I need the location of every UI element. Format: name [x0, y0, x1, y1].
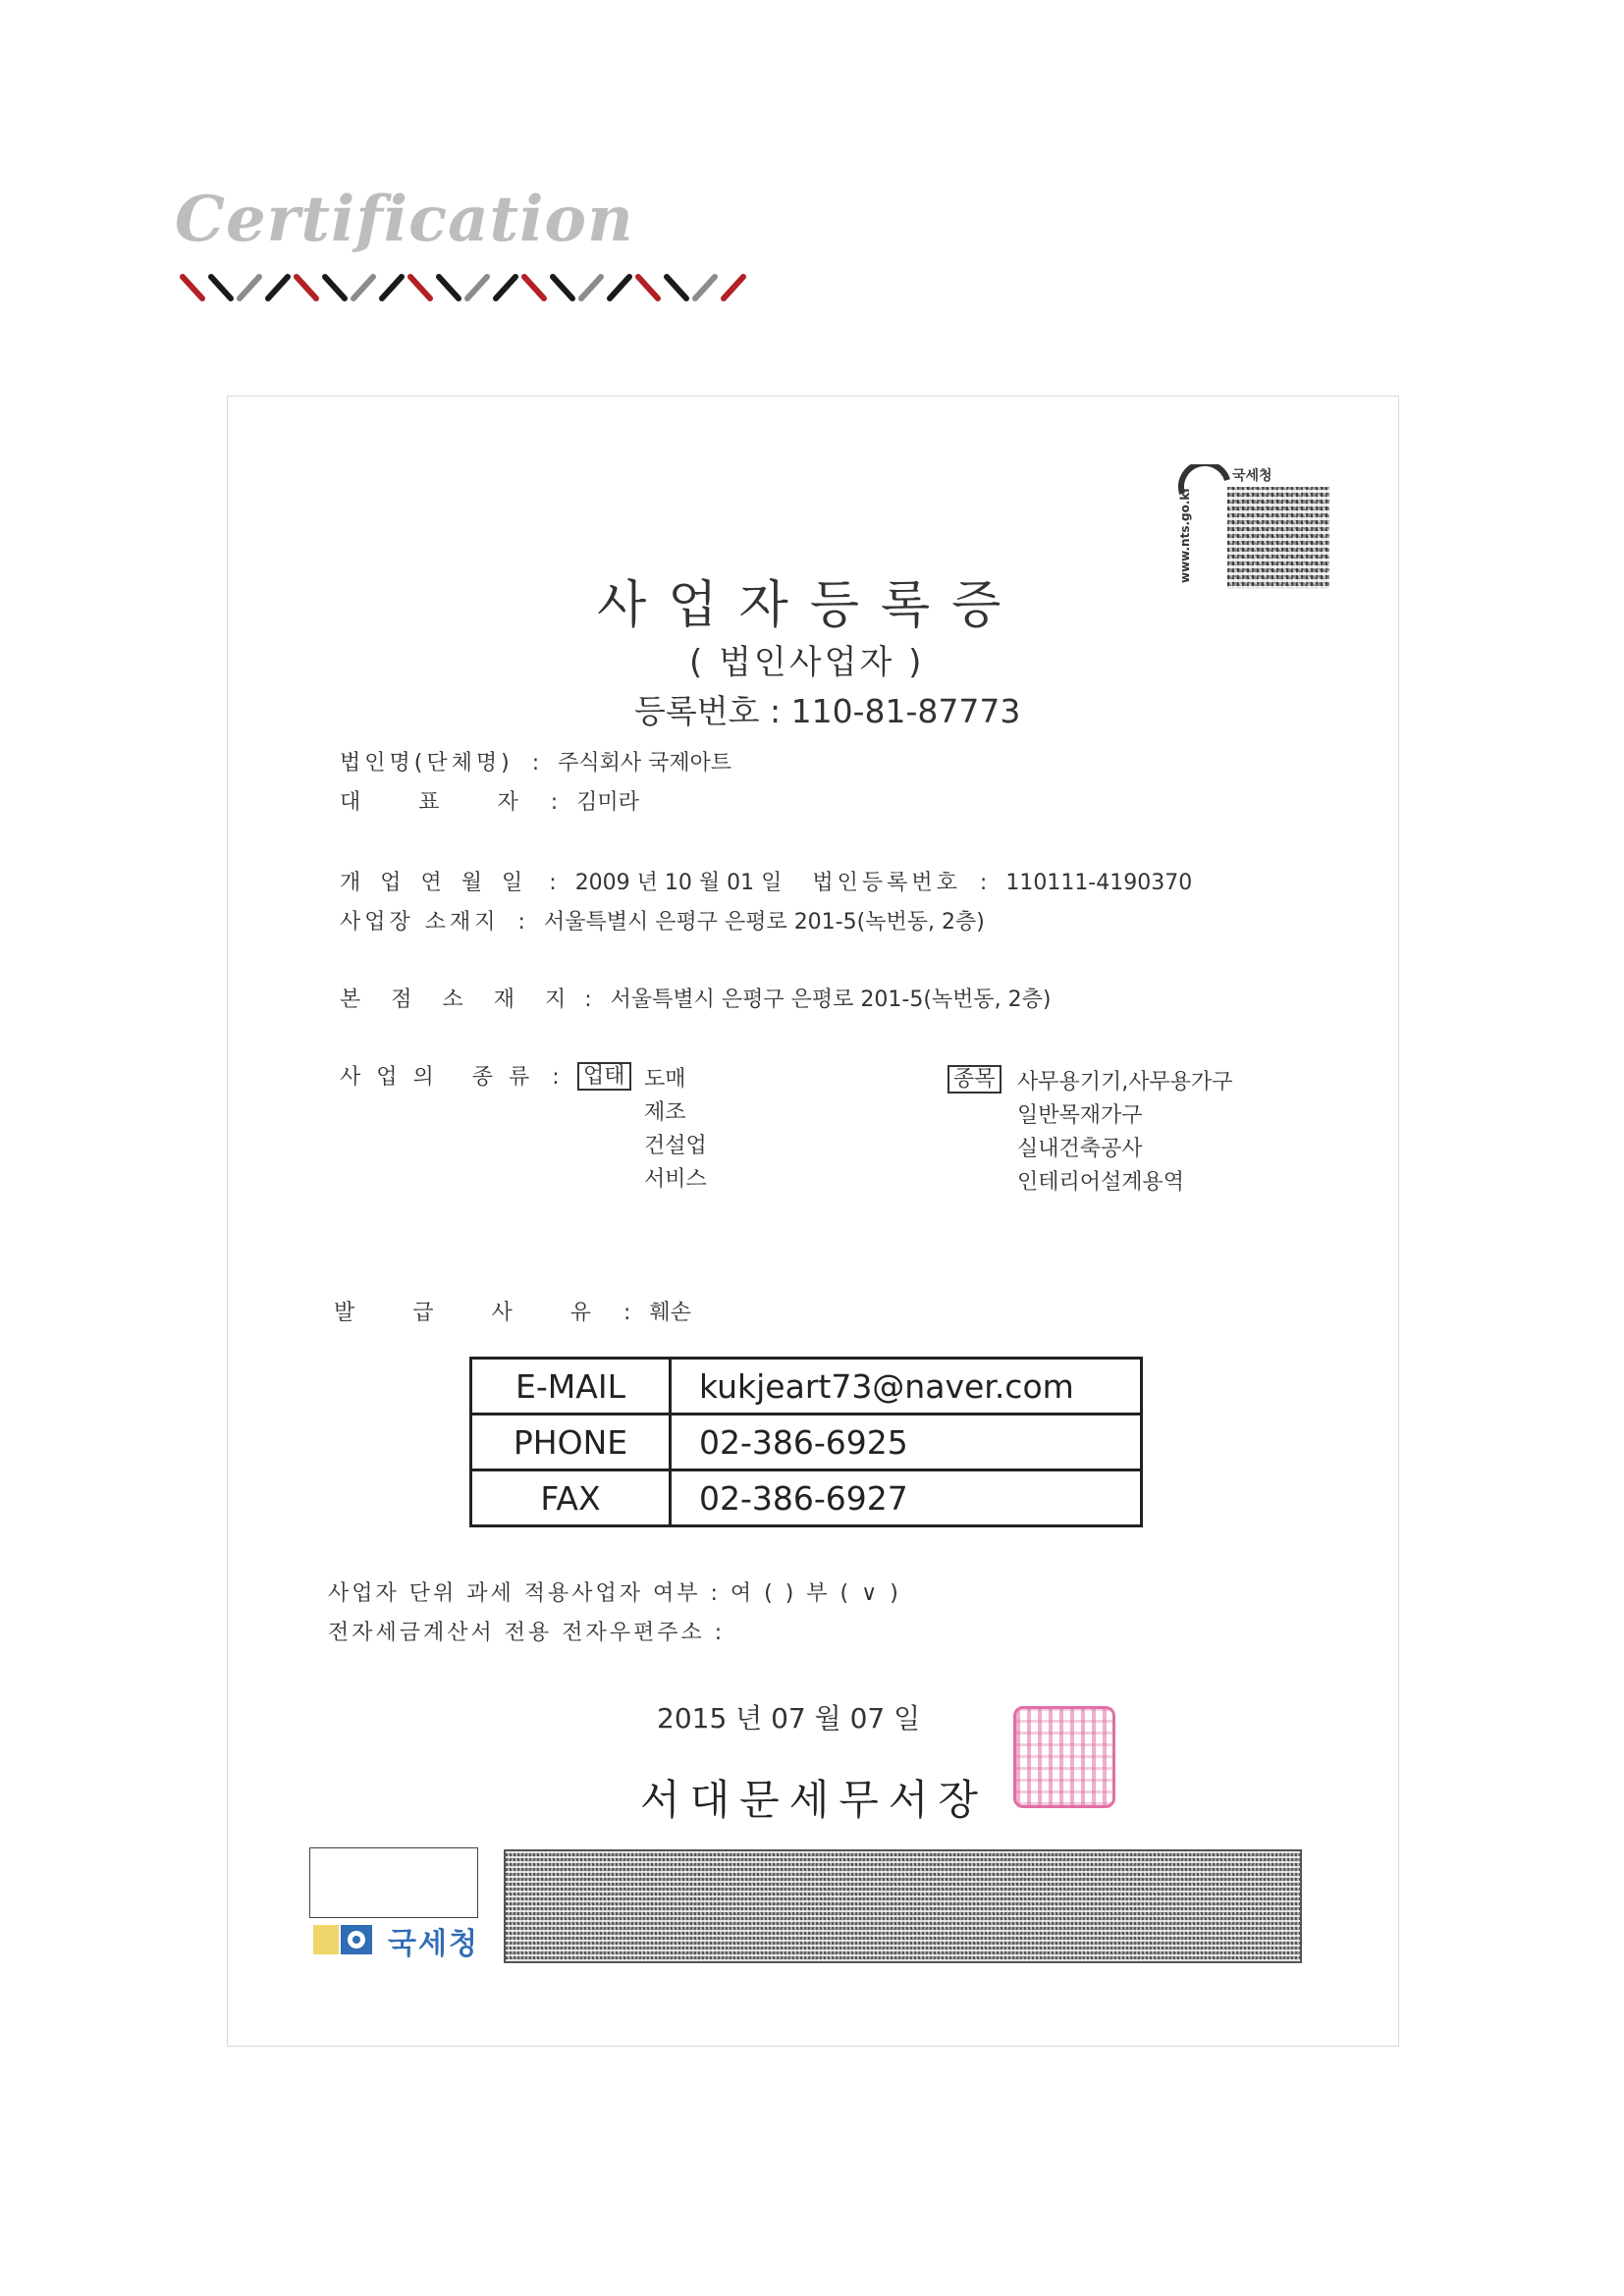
issue-date: 2015 년 07 월 07 일 — [657, 1702, 921, 1735]
ribbon-mark — [610, 277, 629, 298]
corp-name-row: 법인명(단체명) : 주식회사 국제아트 — [340, 751, 732, 775]
business-category-item: 제조 — [644, 1100, 686, 1125]
nts-brand: 국세청 — [388, 1927, 479, 1961]
certificate-subtitle: ( 법인사업자 ) — [689, 643, 925, 682]
business-address-label: 사업장 소재지 — [340, 910, 500, 934]
corp-reg-no-label: 법인등록번호 — [812, 871, 961, 895]
business-item: 일반목재가구 — [1017, 1103, 1143, 1128]
business-item: 사무용기기,사무용가구 — [1017, 1070, 1233, 1095]
ribbon-mark — [382, 277, 402, 298]
contact-value: kukjeart73@naver.com — [671, 1359, 1142, 1415]
business-item: 인테리어설계용역 — [1017, 1170, 1185, 1195]
head-office-value: 서울특별시 은평구 은평로 201-5(녹번동, 2층) — [610, 988, 1052, 1012]
business-category-item: 도매 — [644, 1067, 686, 1092]
head-office-label: 본 점 소 재 지 — [340, 988, 578, 1012]
unit-tax-line: 사업자 단위 과세 적용사업자 여부 : 여 ( ) 부 ( ∨ ) — [328, 1581, 901, 1606]
ribbon-mark — [410, 277, 430, 298]
contact-key: PHONE — [471, 1415, 671, 1470]
ribbon-mark — [467, 277, 487, 298]
business-type-row: 사업의 종류 : — [340, 1065, 560, 1090]
ribbon-mark — [638, 277, 658, 298]
ribbon-mark — [240, 277, 259, 298]
ribbon-mark — [553, 277, 572, 298]
business-category-item: 건설업 — [644, 1134, 707, 1158]
issue-reason-value: 훼손 — [649, 1301, 691, 1325]
opening-date-value: 2009 년 10 월 01 일 — [574, 871, 783, 895]
business-category-tag: 업태 — [577, 1059, 631, 1090]
ribbon-mark — [211, 277, 231, 298]
representative-value: 김미라 — [576, 790, 639, 815]
opening-date-row: 개업연월일 : 2009 년 10 월 01 일 법인등록번호 : 110111-4190370 — [340, 871, 1193, 895]
ribbon-mark — [325, 277, 345, 298]
ribbon-mark — [581, 277, 601, 298]
ribbon-mark — [667, 277, 686, 298]
qr-url: www.nts.go.kr — [1178, 486, 1192, 583]
representative-row: 대 표 자 : 김미라 — [340, 790, 639, 815]
table-row — [471, 1470, 1142, 1526]
corp-name-label: 법인명(단체명) — [340, 751, 514, 775]
business-item: 실내건축공사 — [1017, 1137, 1143, 1161]
ribbon-mark — [524, 277, 544, 298]
stamp-box — [309, 1847, 478, 1918]
tax-office-name: 서대문세무서장 — [640, 1776, 989, 1824]
business-address-value: 서울특별시 은평구 은평로 201-5(녹번동, 2층) — [543, 910, 985, 934]
ribbon-mark — [353, 277, 373, 298]
ribbon-mark — [439, 277, 459, 298]
contact-value: 02-386-6925 — [671, 1415, 1142, 1470]
contact-table — [469, 1357, 1143, 1527]
business-category-item: 서비스 — [644, 1167, 707, 1192]
business-item-tag: 종목 — [947, 1062, 1001, 1093]
issue-reason-label: 발 급 사 유 — [334, 1301, 617, 1325]
certificate-title: 사업자등록증 — [597, 576, 1023, 635]
registration-number: 등록번호 : 110-81-87773 — [634, 692, 1021, 730]
corp-reg-no-value: 110111-4190370 — [1005, 871, 1193, 895]
table-row — [471, 1415, 1142, 1470]
ribbon-mark — [183, 277, 202, 298]
contact-value: 02-386-6927 — [671, 1470, 1142, 1526]
security-barcode — [504, 1849, 1302, 1963]
table-row — [471, 1359, 1142, 1415]
ribbon-mark — [724, 277, 743, 298]
business-address-row: 사업장 소재지 : 서울특별시 은평구 은평로 201-5(녹번동, 2층) — [340, 910, 985, 934]
corp-name-value: 주식회사 국제아트 — [558, 751, 732, 775]
nts-logo-icon — [313, 1921, 374, 1958]
head-office-row: 본 점 소 재 지 : 서울특별시 은평구 은평로 201-5(녹번동, 2층) — [340, 988, 1052, 1012]
business-type-label: 사업의 종류 — [340, 1065, 546, 1090]
qr-code — [1227, 487, 1329, 589]
business-registration-certificate — [227, 396, 1399, 2047]
ribbon-mark — [297, 277, 316, 298]
issue-reason-row: 발 급 사 유 : 훼손 — [334, 1301, 691, 1325]
e-tax-email-line: 전자세금계산서 전용 전자우편주소 : — [328, 1621, 726, 1645]
ribbon-mark — [268, 277, 288, 298]
representative-label: 대 표 자 — [340, 790, 544, 815]
decorative-ribbon — [179, 271, 758, 304]
qr-label: 국세청 — [1232, 468, 1272, 484]
ribbon-mark — [695, 277, 715, 298]
contact-key: E-MAIL — [471, 1359, 671, 1415]
ribbon-mark — [496, 277, 515, 298]
contact-key: FAX — [471, 1470, 671, 1526]
official-seal — [1013, 1706, 1115, 1808]
opening-date-label: 개업연월일 — [340, 871, 543, 895]
page-heading: Certification — [175, 183, 634, 256]
